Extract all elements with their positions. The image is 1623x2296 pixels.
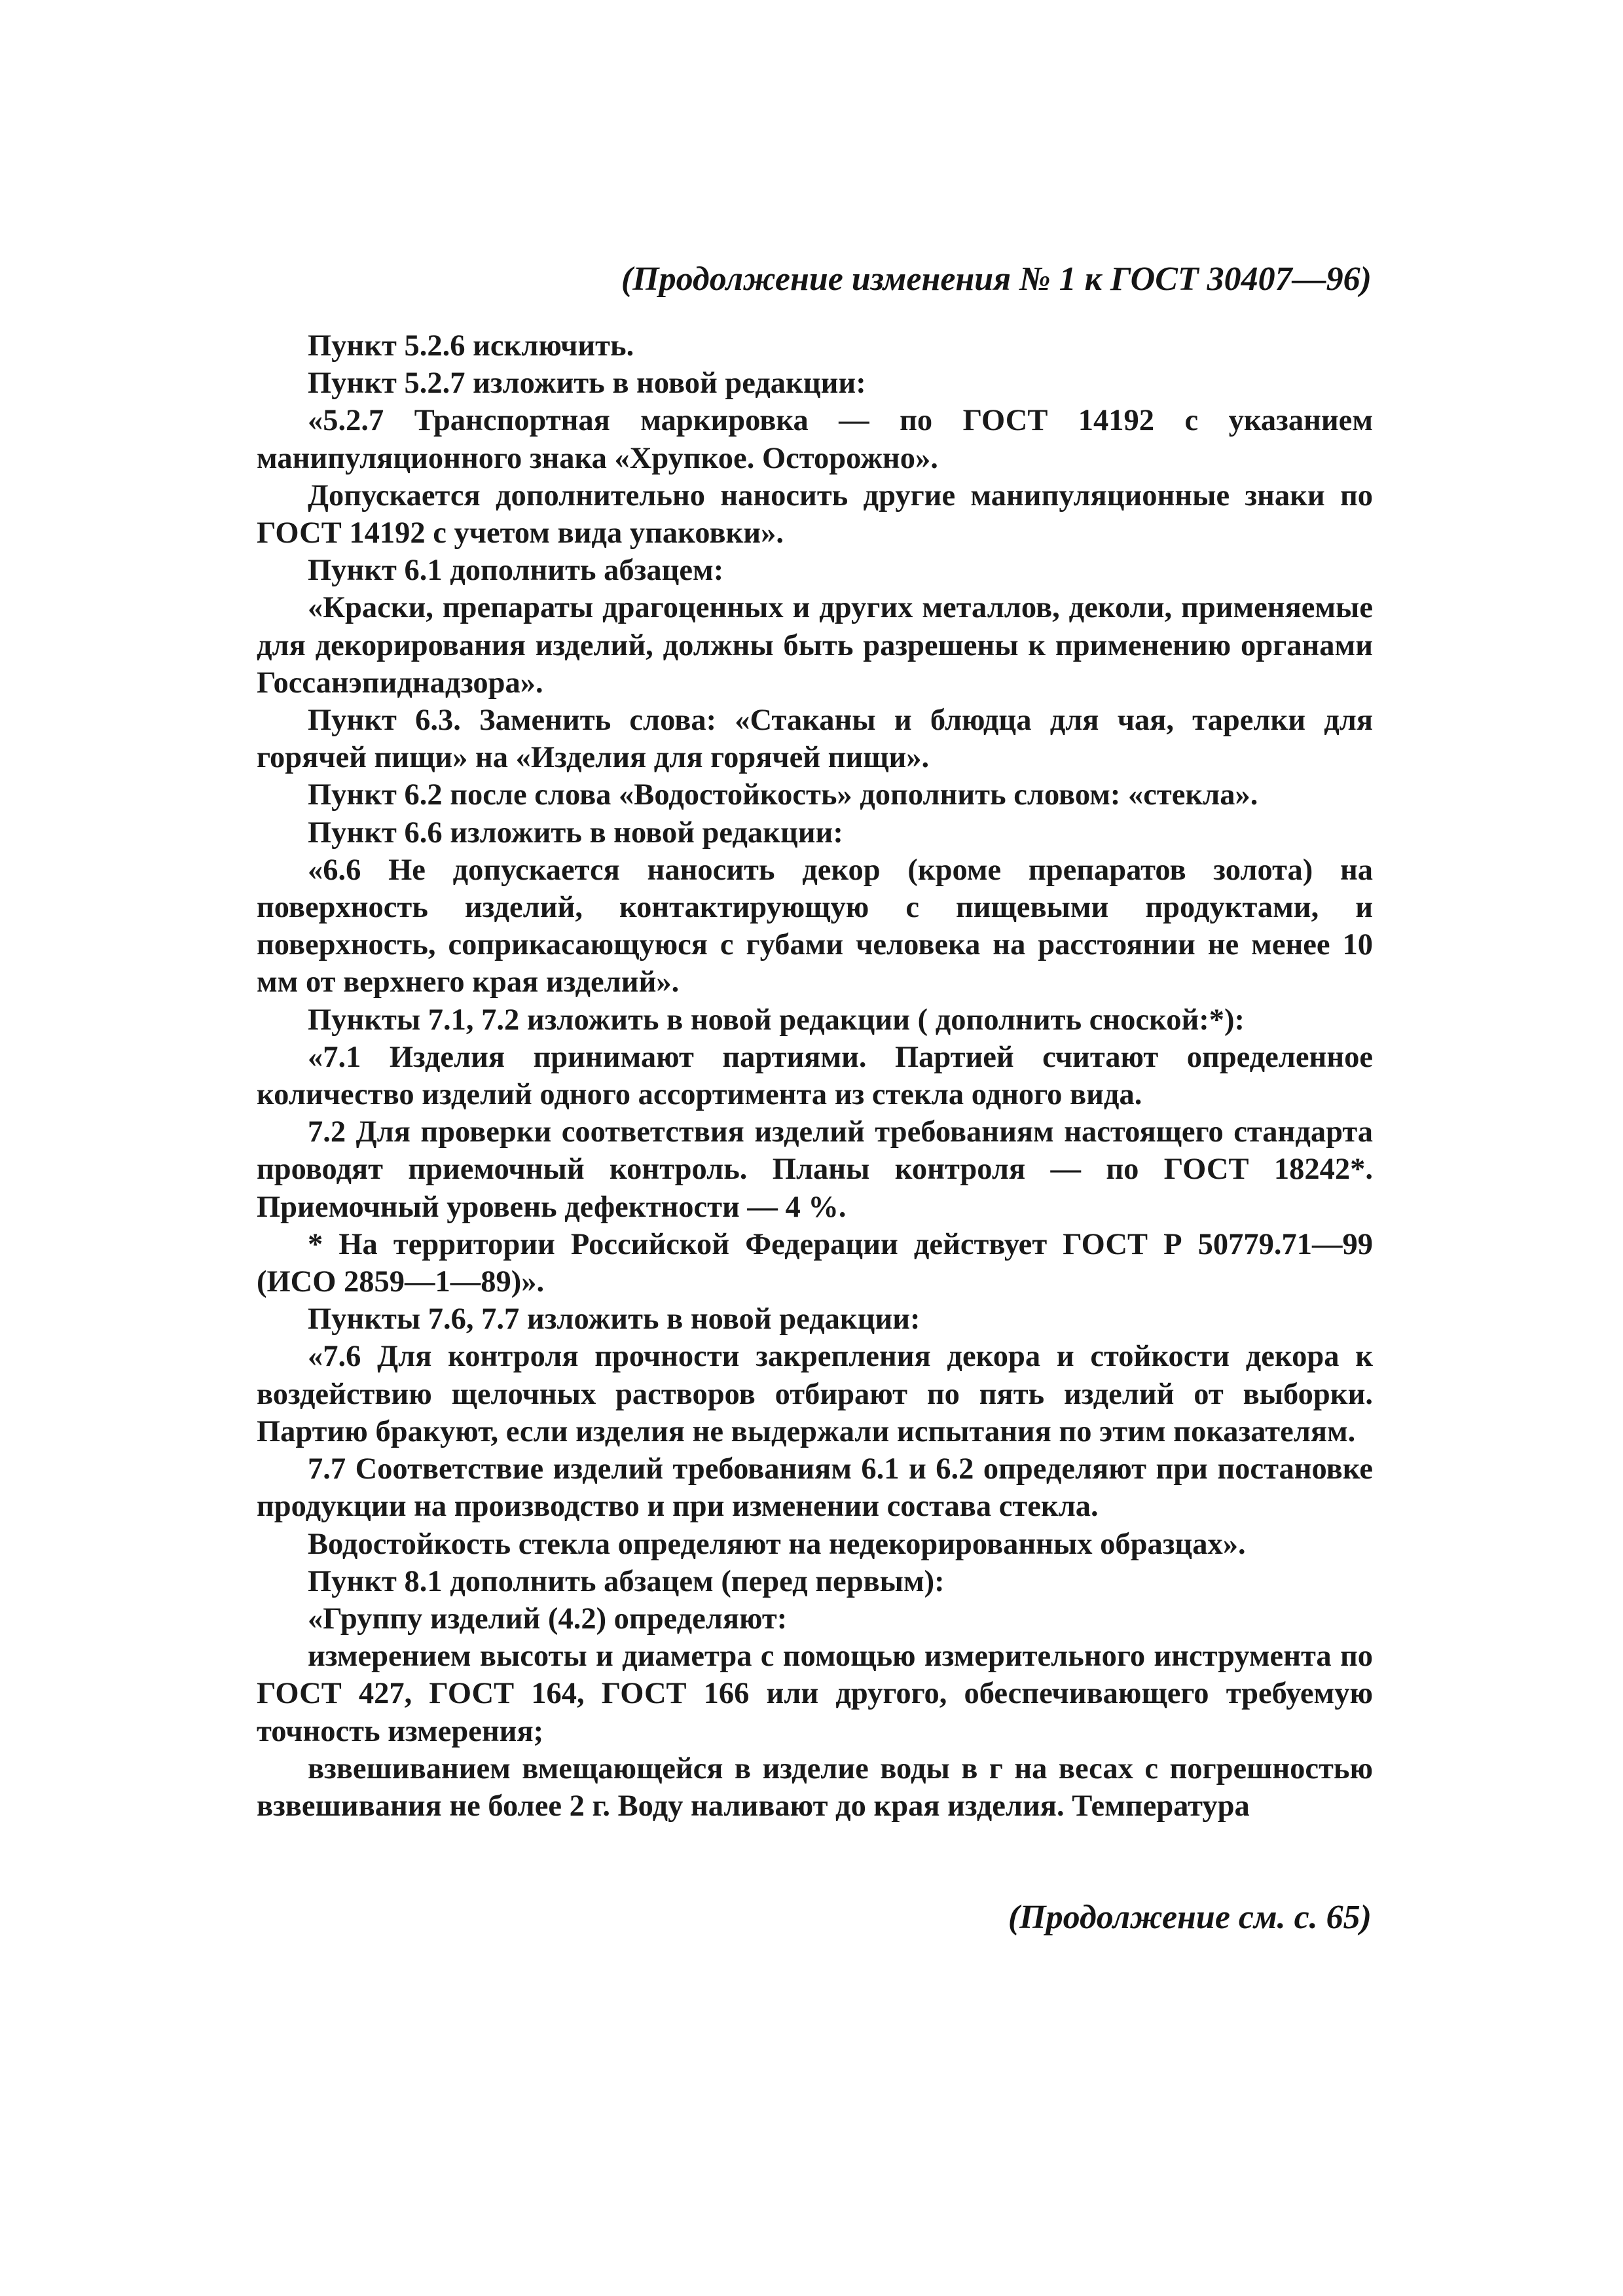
amendment-body	[257, 327, 1373, 1825]
paragraph: «Группу изделий (4.2) определяют:	[308, 1602, 788, 1636]
paragraph: Водостойкость стекла определяют на недекорированных образцах».	[308, 1527, 1246, 1561]
paragraph: Пункт 6.2 после слова «Водостойкость» дополнить словом: «стекла».	[308, 778, 1258, 812]
paragraph: взвешиванием вмещающейся в изделие воды в г на весах с погрешностью взвешивания не более 2 г. Воду наливают до края изделия. Температура	[257, 1751, 1373, 1823]
paragraph: измерением высоты и диаметра с помощью измерительного инструмента по ГОСТ 427, ГОСТ 164, ГОСТ 166 или другого, обеспечивающего требуемую точность измерения;	[257, 1640, 1373, 1748]
paragraph: «6.6 Не допускается наносить декор (кроме препаратов золота) на поверхность изделий, контактирующую с пищевыми продуктами, и поверхность, соприкасающуюся с губами человека на расстоянии не менее 10 мм от верхнего края изделий».	[257, 853, 1373, 999]
footnote: * На территории Российской Федерации действует ГОСТ Р 50779.71—99 (ИСО 2859—1—89)».	[257, 1227, 1373, 1299]
paragraph: Пункты 7.6, 7.7 изложить в новой редакции:	[308, 1302, 921, 1336]
paragraph: Пункт 6.3. Заменить слова: «Стаканы и блюдца для чая, тарелки для горячей пищи» на «Изделия для горячей пищи».	[257, 704, 1373, 775]
paragraph: Допускается дополнительно наносить другие манипуляционные знаки по ГОСТ 14192 с учетом вида упаковки».	[257, 478, 1373, 550]
paragraph: «7.1 Изделия принимают партиями. Партией считают определенное количество изделий одного ассортимента из стекла одного вида.	[257, 1040, 1373, 1112]
paragraph: «7.6 Для контроля прочности закрепления декора и стойкости декора к воздействию щелочных растворов отбирают по пять изделий от выборки. Партию бракуют, если изделия не выдержали испытания по этим показателям.	[257, 1340, 1373, 1448]
paragraph: Пункты 7.1, 7.2 изложить в новой редакции ( дополнить сноской:*):	[308, 1003, 1245, 1037]
continuation-header: (Продолжение изменения № 1 к ГОСТ 30407—96)	[621, 260, 1372, 298]
paragraph: Пункт 6.6 изложить в новой редакции:	[308, 816, 843, 850]
continuation-footer: (Продолжение см. с. 65)	[1008, 1899, 1372, 1936]
paragraph: 7.7 Соответствие изделий требованиям 6.1 и 6.2 определяют при постановке продукции на производство и при изменении состава стекла.	[257, 1452, 1373, 1524]
paragraph: Пункт 5.2.7 изложить в новой редакции:	[308, 367, 866, 401]
paragraph: Пункт 5.2.6 исключить.	[308, 329, 634, 363]
paragraph: «Краски, препараты драгоценных и других металлов, деколи, применяемые для декорирования изделий, должны быть разрешены к применению органами Госсанэпиднадзора».	[257, 591, 1373, 700]
paragraph: 7.2 Для проверки соответствия изделий требованиям настоящего стандарта проводят приемочный контроль. Планы контроля — по ГОСТ 18242*. Приемочный уровень дефектности — 4 %.	[257, 1115, 1373, 1224]
paragraph: Пункт 6.1 дополнить абзацем:	[308, 554, 724, 588]
paragraph: «5.2.7 Транспортная маркировка — по ГОСТ 14192 с указанием манипуляционного знака «Хрупкое. Осторожно».	[257, 404, 1373, 475]
paragraph: Пункт 8.1 дополнить абзацем (перед первым):	[308, 1564, 945, 1598]
